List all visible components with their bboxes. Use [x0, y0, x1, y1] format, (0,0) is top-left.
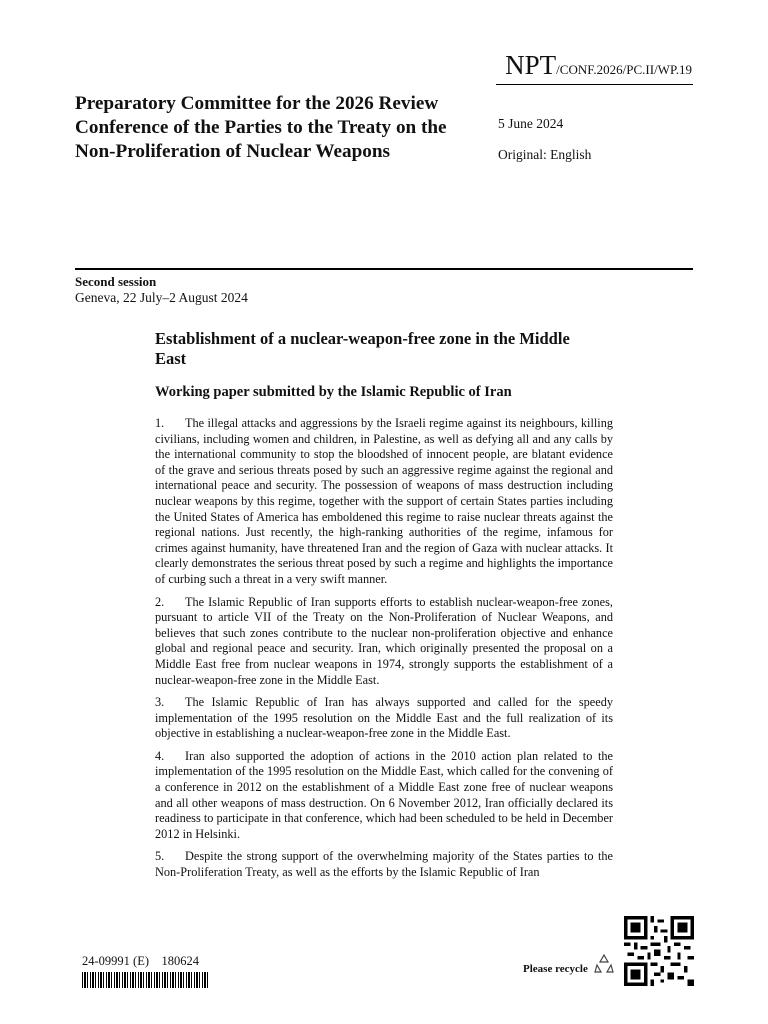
- header-rule: [496, 84, 693, 85]
- committee-name: Preparatory Committee for the 2026 Review Conference of the Parties to the Treaty on the Non-Proliferation of Nuclear Weapons: [75, 93, 447, 162]
- job-number: 24-09991 (E): [82, 954, 149, 968]
- barcode: [82, 972, 208, 988]
- symbol-prefix: NPT: [505, 50, 557, 80]
- document-subtitle: Working paper submitted by the Islamic Republic of Iran: [155, 384, 512, 400]
- document-title: Establishment of a nuclear-weapon-free zone in the Middle East: [155, 329, 570, 368]
- paragraph-1: 1. The illegal attacks and aggressions by the Israeli regime against its neighbours, killing civilians, including women and children, in Palestine, as well as defying all and any calls by the international community to stop the bloodshed of innocent people, are blatant evidence of the grave and serious threats posed by such an aggressive regime against the regional and international peace and security. The possession of weapons of mass destruction including nuclear weapons by this regime, together with the support of certain States parties including the United States of America has emboldened this regime to raise nuclear threats against the regional nations. Just recently, the high-ranking authorities of the regime, infamous for crimes against humanity, have threatened Iran and the region of Gaza with nuclear attacks. It clearly demonstrates the serious threat posed by such a regime and highlights the importance of curbing such a threat in a very swift manner.: [155, 416, 613, 586]
- document-id: [82, 954, 199, 969]
- section-rule: [75, 268, 693, 270]
- paragraph-2: 2. The Islamic Republic of Iran supports efforts to establish nuclear-weapon-free zones, pursuant to article VII of the Treaty on the Non-Proliferation of Nuclear Weapons, and believes that such zones contribute to the nuclear non-proliferation objective and enhance global and regional peace and security. Iran, which originally presented the proposal on a Middle East free from nuclear weapons in 1974, strongly supports the establishment of a nuclear-weapon-free zone in the Middle East.: [155, 594, 613, 687]
- paragraph-3: 3. The Islamic Republic of Iran has always supported and called for the speedy implementation of the 1995 resolution on the Middle East and the full realization of its objective in establishing a nuclear-weapon-free zone in the Middle East.: [155, 695, 613, 741]
- date-code: 180624: [161, 954, 199, 968]
- recycle-icon: [592, 952, 616, 976]
- recycle-label: Please recycle: [523, 963, 588, 975]
- session-label: Second session: [75, 274, 157, 289]
- document-body: [155, 416, 613, 888]
- session-venue: Geneva, 22 July–2 August 2024: [75, 290, 248, 305]
- paragraph-4: 4. Iran also supported the adoption of actions in the 2010 action plan related to the implementation of the 1995 resolution on the Middle East, which called for the convening of a conference in 2012 on the establishment of a Middle East zone free of nuclear weapons and all other weapons of mass destruction. On 6 November 2012, Iran officially declared its readiness to participate in that conference, which had been scheduled to be held in December 2012 in Helsinki.: [155, 748, 613, 841]
- paragraph-5: 5. Despite the strong support of the overwhelming majority of the States parties to the Non-Proliferation Treaty, as well as the efforts by the Islamic Republic of Iran: [155, 849, 613, 880]
- qr-code: [624, 916, 694, 986]
- symbol-suffix: /CONF.2026/PC.II/WP.19: [556, 62, 692, 77]
- original-language: Original: English: [498, 147, 592, 162]
- document-date: 5 June 2024: [498, 116, 564, 131]
- document-symbol: [505, 50, 692, 81]
